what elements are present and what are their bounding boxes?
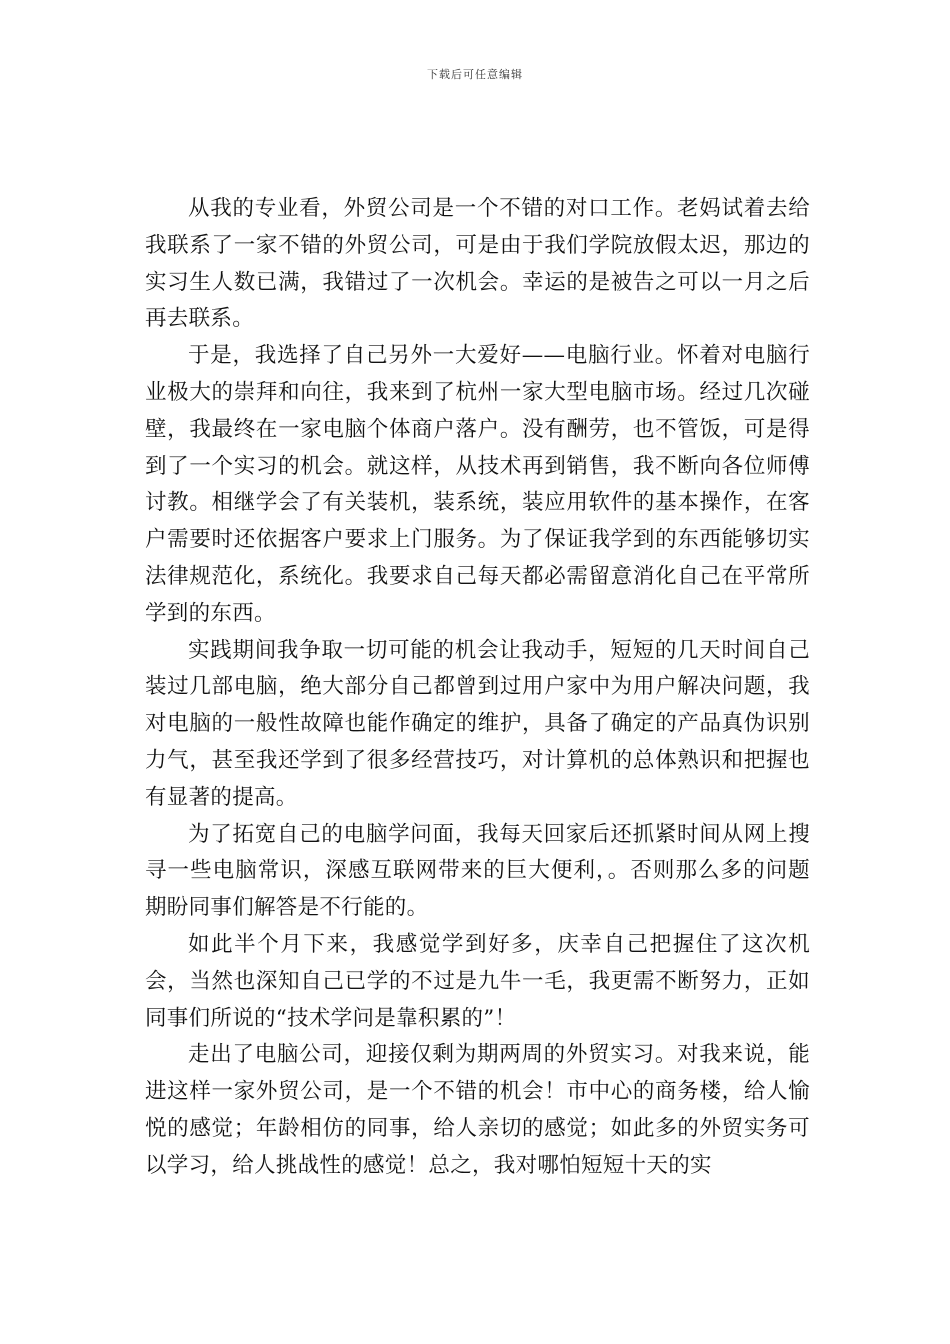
paragraph: 走出了电脑公司，迎接仅剩为期两周的外贸实习。对我来说，能进这样一家外贸公司，是一个不错的机会！市中心的商务楼，给人愉悦的感觉；年龄相仿的同事，给人亲切的感觉；如此多的外贸实务可以学习，给人挑战性的感觉！总之，我对哪怕短短十天的实 — [145, 1042, 810, 1178]
header-note: 下载后可任意编辑 — [427, 68, 523, 81]
document-body — [145, 191, 810, 1185]
paragraph: 从我的专业看，外贸公司是一个不错的对口工作。老妈试着去给我联系了一家不错的外贸公司，可是由于我们学院放假太迟，那边的实习生人数已满，我错过了一次机会。幸运的是被告之可以一月之后再去联系。 — [145, 196, 810, 332]
paragraph: 为了拓宽自己的电脑学问面，我每天回家后还抓紧时间从网上搜寻一些电脑常识，深感互联网带来的巨大便利，。否则那么多的问题期盼同事们解答是不行能的。 — [145, 821, 810, 921]
paragraph: 实践期间我争取一切可能的机会让我动手，短短的几天时间自己装过几部电脑，绝大部分自己都曾到过用户家中为用户解决问题，我对电脑的一般性故障也能作确定的维护，具备了确定的产品真伪识别力气，甚至我还学到了很多经营技巧，对计算机的总体熟识和把握也有显著的提高。 — [145, 637, 810, 810]
paragraph: 于是，我选择了自己另外一大爱好——电脑行业。怀着对电脑行业极大的崇拜和向往，我来到了杭州一家大型电脑市场。经过几次碰壁，我最终在一家电脑个体商户落户。没有酬劳，也不管饭，可是得到了一个实习的机会。就这样，从技术再到销售，我不断向各位师傅讨教。相继学会了有关装机，装系统，装应用软件的基本操作，在客户需要时还依据客户要求上门服务。为了保证我学到的东西能够切实法律规范化，系统化。我要求自己每天都必需留意消化自己在平常所学到的东西。 — [145, 343, 810, 626]
paragraph: 如此半个月下来，我感觉学到好多，庆幸自己把握住了这次机会，当然也深知自己已学的不过是九牛一毛，我更需不断努力，正如同事们所说的“技术学问是靠积累的”！ — [145, 931, 810, 1031]
